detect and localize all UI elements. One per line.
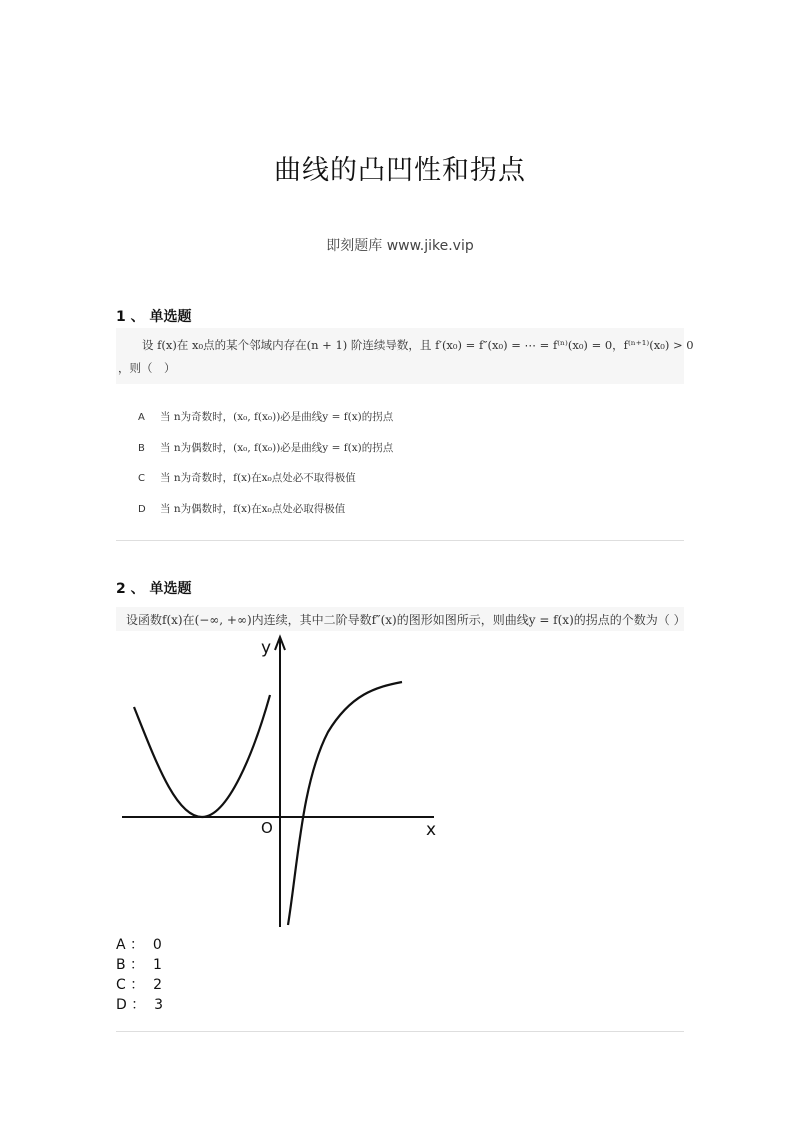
option-text: 当 n为奇数时，(x₀, f(x₀))必是曲线y = f(x)的拐点 — [160, 411, 394, 423]
option-text: 当 n为偶数时，(x₀, f(x₀))必是曲线y = f(x)的拐点 — [160, 442, 394, 454]
option-letter: C — [138, 473, 145, 484]
curve-left-parabola — [134, 695, 270, 817]
option-letter: A — [138, 412, 145, 423]
question-2-header: 2 、 单选题 — [116, 581, 192, 597]
question-2-option-d[interactable]: D ： 3 — [116, 997, 164, 1013]
page-title: 曲线的凸凹性和拐点 — [274, 155, 526, 186]
question-2-stem — [116, 607, 684, 631]
option-text: 当 n为偶数时，f(x)在x₀点处必取得极值 — [160, 503, 346, 515]
second-derivative-graph — [116, 632, 446, 932]
question-1-stem-line1: 设 f(x)在 x₀点的某个邻域内存在(n + 1) 阶连续导数，且 f′(x₀) = f″(x₀) = ⋯ = f⁽ⁿ⁾(x₀) = 0，f⁽ⁿ⁺¹⁾(x₀) > 0 — [142, 338, 694, 352]
question-divider — [116, 540, 684, 541]
x-axis-label: x — [426, 820, 437, 840]
question-1-option-b[interactable] — [138, 440, 393, 455]
question-1-header: 1 、 单选题 — [116, 309, 192, 325]
option-letter: D — [138, 504, 146, 515]
question-divider — [116, 1031, 684, 1032]
question-2-option-b[interactable]: B ： 1 — [116, 957, 162, 973]
question-1-stem-line2: ，则（ ） — [118, 361, 176, 375]
question-1-stem — [116, 328, 694, 384]
question-2-option-c[interactable]: C ： 2 — [116, 977, 163, 993]
curve-right-rising — [288, 682, 402, 925]
y-axis-label: y — [261, 638, 272, 658]
question-2-option-a[interactable]: A ： 0 — [116, 937, 162, 953]
option-letter: B — [138, 443, 145, 454]
question-1-option-d[interactable] — [138, 501, 345, 516]
origin-label: O — [261, 819, 273, 837]
question-1-option-a[interactable] — [138, 409, 393, 424]
source-line: 即刻题库 www.jike.vip — [326, 238, 474, 254]
question-1-option-c[interactable] — [138, 470, 356, 485]
option-text: 当 n为奇数时，f(x)在x₀点处必不取得极值 — [160, 472, 356, 484]
question-2-stem-text: 设函数f(x)在(−∞, +∞)内连续，其中二阶导数f″(x)的图形如图所示，则曲线y = f(x)的拐点的个数为（ ） — [126, 613, 686, 627]
